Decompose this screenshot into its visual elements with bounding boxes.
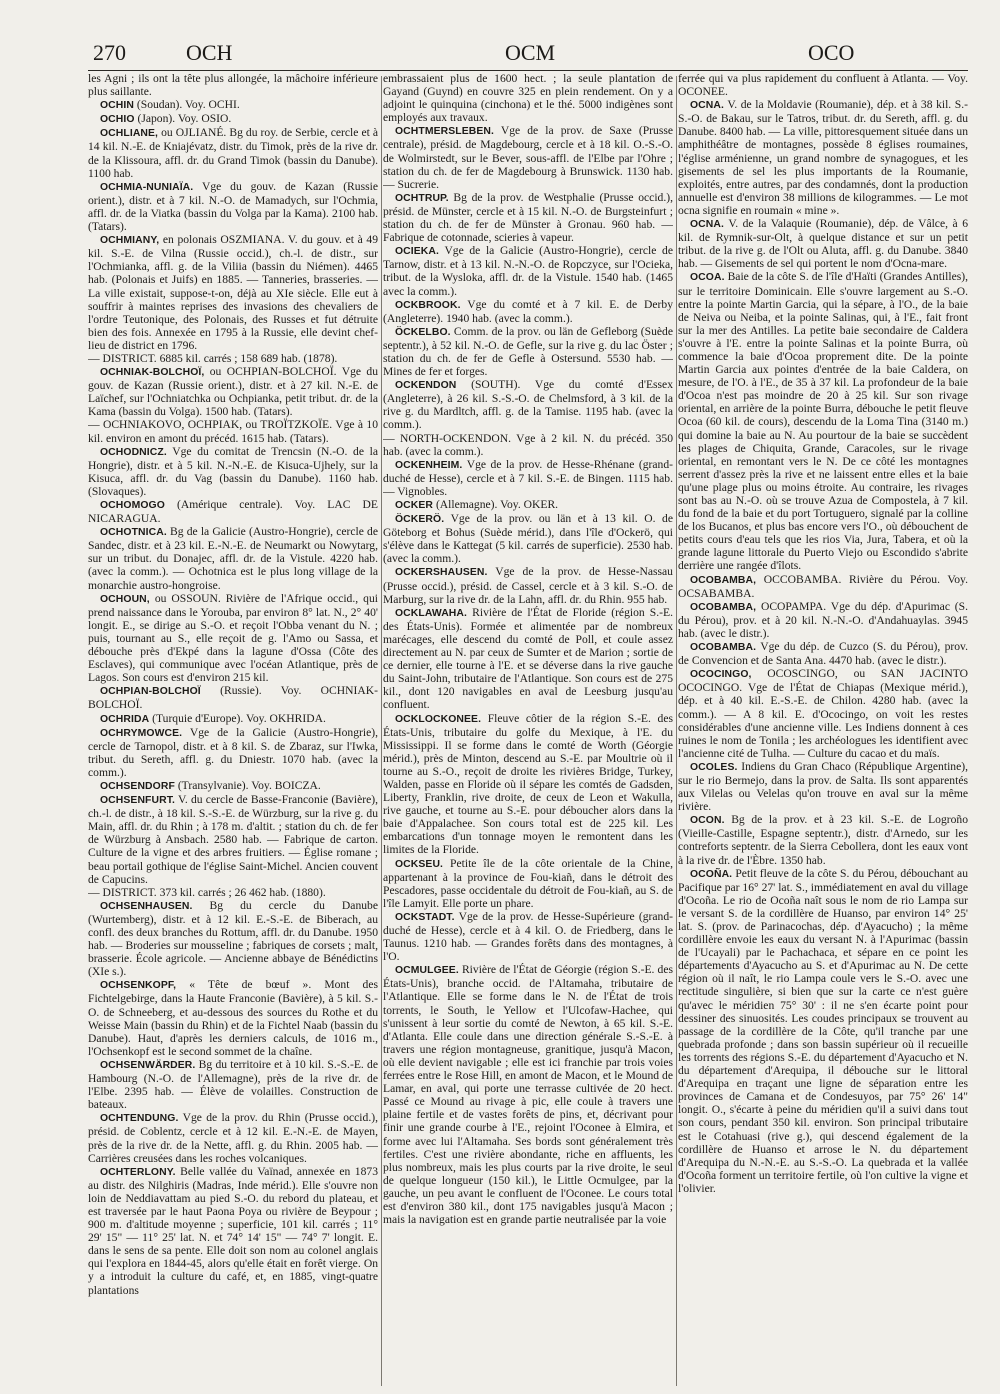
running-head-right: OCO (808, 40, 855, 65)
entry-text: (Turquie d'Europe). Voy. OKHRIDA. (152, 711, 326, 725)
entry-text: ou OSSOUN. Rivière de l'Afrique occid., qui prend naissance dans le Yorouba, par environ 8° lat. N., 2° 40' longit. E., se dirige au S.-O. et reçoit l'Obba venant du N. ; puis, tournant au S., elle reçoit de g. l'Amo ou Sassa, et débouche près d'Ekpé dans la lagune d'Ossa (Côte des Esclaves), qui communique avec l'océan Atlantique, près de Lagos. Son cours est d'environ 215 kil. (88, 591, 378, 685)
dictionary-entry (383, 298, 673, 325)
entry-text: Vge du comitat de Trencsin (N.-O. de la Hongrie), distr. et à 5 kil. N.-N.-E. de Kisuca-Ujhely, sur la Kisuca, affl. dr. du Vag (bassin du Danube). 1160 hab. (Slovaques). (88, 444, 378, 498)
dictionary-entry (383, 963, 673, 1226)
entry-text: — OCHNIAKOVO, OCHPIAK, ou TROÏTZKOÏE. Vge à 10 kil. environ en amont du précéd. 1615 hab. (Tatars). (88, 418, 378, 445)
entry-headword: OCKSEU. (395, 858, 444, 870)
dictionary-entry (678, 667, 968, 760)
entry-text: Baie de la côte S. de l'île d'Haïti (Grandes Antilles), sur le territoire Dominicain. Elle s'ouvre largement au S.-O. entre la pointe Martin Garcia, qui la sépare, à l'O., de la baie de Neiva ou Neiba, et la pointe Salinas, qui, à l'E., fait front sur la mer des Antilles. La petite baie secondaire de Caldera s'ouvre à l'E. entre la pointe Salinas et la pointe Burra, où commence la baie d'Ocoa proprement dite. De la pointe Martin Garcia aux pointes d'entrée de la baie Caldera, on mesure, de l'O. à l'E., de 35 à 37 kil. La profondeur de la baie d'Ocoa n'est pas moindre de 20 à 25 kil. Sur son rivage oriental, en arrière de la pointe Burra, débouche le petit fleuve Ocoa (60 kil. de cours), descendu de la Loma Tina (3140 m.) qui domine la baie au N. Au pourtour de la baie se succèdent les plages de Chiquita, Grande, Caracoles, sur le rivage oriental, en remontant vers le N. De ce côté les montagnes serrent d'assez près la rive et ne laissent entre elles et la baie qu'une plage plus ou moins étroite. Au contraire, les rivages sont bas au N.-O. où se trouve Azua de Compostela, à 7 kil. du fond de la baie et du port Tortuguero, signalé par la colline de los Bucanos, et plus bas encore vers l'O., où débouchent de petits cours d'eau tels que les rios Via, Jura, Tabera, et où la grande lagune littorale du Puerto Viejo ou Escondido s'abrite derrière une rangée d'îlots. (678, 270, 968, 573)
entry-headword: OCHSENKOPF, (100, 980, 177, 992)
dictionary-entry (88, 1111, 378, 1164)
entry-headword: OCHIN (100, 100, 134, 112)
entry-headword: OCHTMERSLEBEN. (395, 126, 494, 138)
entry-text: OCOSCINGO, ou SAN JACINTO OCOCINGO. Vge de l'État de Chiapas (Mexique mérid.), dép. et à 40 kil. E.-S.-E. de Chilon. 4280 hab. (avec la comm.). — A 8 kil. E. d'Ococingo, on voit les restes considérables d'une ancienne ville. Les Indiens donnent à ces ruines le nom de Tonila ; les archéologues les identifient avec l'ancienne cité de Tulha. — Culture du cacao et du maïs. (678, 667, 968, 760)
entry-text: OCCOBAMBA. Rivière du Pérou. Voy. OCSABAMBA. (678, 572, 968, 600)
dictionary-entry (383, 325, 673, 378)
dictionary-entry (678, 98, 968, 217)
dictionary-entry (678, 640, 968, 667)
entry-text: Belle vallée du Vaïnad, annexée en 1873 au distr. des Nilghiris (Madras, Inde mérid.). Elle s'ouvre non loin de Neddiavattam au pied S.-O. du rebord du plateau, et est traversée par le haut Paona Poya ou rivière de Beypour ; 900 m. d'altitude moyenne ; superficie, 101 kil. carrés ; 11° 29' 15" — 11° 25' lat. N. et 74° 14' 15" — 74° 7' longit. E. dans le sens de sa pente. Elle doit son nom au colonel anglais qui l'explora en 1844-45, alors qu'elle était en forêt vierge. On y a introduit la culture du café, et, en 1885, vingt-quatre plantations (88, 1164, 378, 1297)
dictionary-entry (678, 270, 968, 572)
entry-text: Bg de la Galicie (Austro-Hongrie), cercle de Sandec, distr. et à 23 kil. E.-N.-E. de Neumarkt ou Nowytarg, sur un tribut. du Donajec, affl. dr. de la Vistule. 4220 hab. (avec la comm.). — Ochotnica est le plus long village de la monarchie austro-hongroise. (88, 525, 378, 592)
entry-headword: OCHPIAN-BOLCHOÏ (100, 686, 201, 698)
dictionary-entry (383, 606, 673, 712)
dictionary-entry (88, 779, 378, 793)
dictionary-entry (88, 365, 378, 418)
entry-headword: OCMULGEE. (395, 965, 459, 977)
dictionary-entry (383, 378, 673, 431)
entry-headword: OCKBROOK. (395, 299, 461, 311)
entry-headword: OCHLIANE, (100, 128, 159, 140)
entry-text: Fleuve côtier de la région S.-E. des États-Unis, tributaire du golfe du Mexique, à l'E. du Mississippi. Il se forme dans le comté de Worth (Géorgie mérid.), près de Minton, descend au S.-E. par Moultrie où il tourne au S.-O., reçoit de droite les rivières Bridge, Turkey, Walden, passe en Floride où il sépare les comtés de Gadsden, Liberty, Franklin, rive droite, de ceux de Leon et Wakulla, rive gauche, et tourne au S.-E. pour déboucher alors dans la baie d'Appalachee. Son cours total est de 225 kil. Les embarcations d'un tonnage moyen le remontent dans les limites de la Floride. (383, 711, 673, 857)
entry-text: Comm. de la prov. ou län de Gefleborg (Suède septentr.), à 52 kil. N.-O. de Gefle, sur la rive g. du lac Öster ; station du ch. de fer de Gefle à Ostersund. 5530 hab. — Mines de fer et forges. (383, 324, 673, 379)
entry-headword: OCOA. (690, 272, 725, 284)
entry-headword: OCKLAWAHA. (395, 607, 467, 619)
entry-text: Vge de la Galicie (Austro-Hongrie), cercle de Tarnopol, distr. et à 8 kil. S. de Zbaraz, sur l'Iwka, tribut. du Sereth, affl. g. du Dniestr. 1070 hab. (avec la comm.). (88, 725, 378, 779)
dictionary-entry (678, 867, 968, 1195)
entry-headword: OCOBAMBA, (690, 574, 757, 586)
entry-text: V. du cercle de Basse-Franconie (Bavière), ch.-l. de distr., à 18 kil. S.-S.-E. de Würzburg, sur la rive g. du Main, affl. dr. du Rhin ; à 178 m. d'altit. ; station du ch. de fer de Würzburg à Ansbach. 2580 hab. — Fabrique de carton. Culture de la vigne et des arbres fruitiers. — Église romane ; beau portail gothique de l'église Saint-Michel. Ancien couvent de Capucins. (88, 793, 378, 886)
dictionary-entry (678, 573, 968, 600)
column-divider (676, 76, 677, 1386)
entry-headword: OCHSENDORF (100, 780, 175, 792)
entry-headword: OCHSENHAUSEN. (100, 900, 193, 912)
entry-text: (Japon). Voy. OSIO. (137, 112, 232, 126)
running-head-center: OCM (505, 40, 556, 65)
dictionary-entry (678, 600, 968, 640)
entry-headword: OCON. (690, 815, 725, 827)
entry-text: (Allemagne). Voy. OKER. (435, 498, 559, 511)
running-head-left: OCH (186, 40, 233, 65)
entry-text: Bg du cercle du Danube (Wurtemberg), distr. et à 12 kil. E.-S.-E. de Biberach, au confl. des deux branches du Rottum, affl. dr. du Danube. 1950 hab. — Broderies sur mousseline ; fabriques de corsets ; malt, brasserie. École agricole. — Ancienne abbaye de Bénédictins (XIe s.). (88, 898, 378, 979)
entry-text: Indiens du Gran Chaco (République Argentine), sur le rio Bermejo, dans la prov. de Salta. Ils sont apparentés aux Vilelas ou Velelas qu'on trouve en aval sur la même rivière. (678, 759, 968, 814)
entry-headword: OCHRIDA (100, 713, 150, 725)
entry-headword: OCHMIA-NUNIAÏA. (100, 181, 194, 193)
dictionary-entry (383, 72, 673, 124)
dictionary-entry (88, 180, 378, 233)
entry-headword: OCKENHEIM. (395, 459, 463, 471)
entry-text: V. de la Moldavie (Roumanie), dép. et à 38 kil. S.-S.-O. de Bakau, sur le Tatros, tribut. dr. du Sereth, affl. g. du Danube. 8400 hab. — La ville, pittoresquement située dans un amphithéâtre de montagnes, possède 8 églises roumaines, l'église arménienne, un grand nombre de synagogues, et les gisements de sel les plus importants de la Roumanie, exploités, entre autres, par des condamnés, dont la production annuelle est d'environ 38 millions de kilogrammes. — Le mot ocna signifie en roumain « mine ». (678, 98, 968, 217)
dictionary-entry (88, 726, 378, 779)
dictionary-entry (383, 244, 673, 297)
dictionary-entry (383, 458, 673, 498)
entry-headword: OCHSENWÄRDER. (100, 1059, 196, 1071)
entry-text: Vge de la prov. ou län et à 13 kil. O. de Göteborg et Bohus (Suède mérid.), dans l'île d'Ockerö, qui s'élève dans le Kattegat (5 kil. carrés de superficie). 2530 hab. (avec la comm.). (383, 512, 673, 566)
dictionary-entry (383, 498, 673, 512)
entry-headword: OCKLOCKONEE. (395, 713, 482, 725)
dictionary-entry (88, 886, 378, 899)
entry-text: (Transylvanie). Voy. BOICZA. (177, 778, 321, 792)
dictionary-entry (88, 72, 378, 98)
entry-text: ou OJLIANÉ. Bg du roy. de Serbie, cercle et à 14 kil. N.-E. de Kniajévatz, distr. du Timok, près de la rive dr. de la Klissoura, affl. dr. du Grand Timok (bassin du Danube). 1100 hab. (88, 126, 378, 180)
entry-text: (Russie). Voy. OCHNIAK-BOLCHOÏ. (88, 684, 378, 712)
dictionary-entry (88, 899, 378, 979)
dictionary-entry (678, 813, 968, 866)
entry-text: — NORTH-OCKENDON. Vge à 2 kil. N. du précéd. 350 hab. (avec la comm.). (383, 431, 673, 458)
entry-text: Petit fleuve de la côte S. du Pérou, débouchant au Pacifique par 16° 27' lat. S., immédiatement en aval du village d'Ocoña. Le rio de Ocoña naît sous le nom de rio Lampa sur le versant S. de la cordillère de Huanso, par environ 14° 25' lat. S. (prov. de Parinacochas, dép. d'Ayacucho) ; la même cordillère envoie les eaux du versant N. à l'Apurimac (bassin de l'Ucayali) par le Pachachaca, et sépare en ce point les départements d'Ayacucho au S. et d'Apurimac au N. De cette région où il naît, le rio Lampa coule vers le S.-O. avec une rectitude singulière, si bien que sur la carte ce n'est guère qu'avec le méridien 75° 30' : il ne s'en écarte point pour dessiner des sinuosités. Les coudes principaux se trouvent au passage de la cordillère de la Côte, qu'il tranche par une quebrada profonde ; dans son bassin supérieur où il recueille les torrents des régions S.-E. du département d'Ayacucho et N. du département d'Arequipa, il débouche sur le littoral d'Arequipa en traçant une ligne de séparation entre les provinces de Camana et de Condesuyos, par 75° 26' 14" longit. O., s'écarte à peine du méridien qu'il a suivi dans tout son cours, pendant 350 kil. environ. Son principal tributaire est le Cotahuasi (rive g.), qui descend également de la cordillère de Huanso et arrose le N. du département d'Arequipa du N.-N.-E. au S.-S.-O. La quebrada et la vallée d'Ocoña forment un territoire fertile, où l'on cultive la vigne et l'olivier. (678, 866, 968, 1195)
entry-text: ferrée qui va plus rapidement du confluent à Atlanta. — Voy. OCONEE. (678, 72, 968, 99)
entry-text: OCOPAMPA. Vge du dép. d'Apurimac (S. du Pérou), prov. et à 20 kil. N.-N.-O. d'Andahuaylas. 3945 hab. (avec le distr.). (678, 599, 968, 640)
entry-headword: OCKSTADT. (395, 911, 455, 923)
entry-text: Vge de la prov. de Saxe (Prusse centrale), présid. de Magdebourg, cercle et à 18 kil. O.-S.-O. de Wolmirstedt, sur le Bever, sous-affl. de l'Elbe par l'Ohre ; station du ch. de fer de Magdebourg à Brunswick. 1130 hab. — Sucrerie. (383, 124, 673, 191)
column-divider (381, 76, 382, 1386)
dictionary-entry (383, 432, 673, 458)
text-column-3 (678, 72, 968, 1388)
entry-text: Vge du dép. de Cuzco (S. du Pérou), prov. de Convencion et de Santa Ana. 4470 hab. (avec le distr.). (678, 640, 968, 668)
entry-text: (SOUTH). Vge du comté d'Essex (Angleterre), à 26 kil. S.-S.-O. de Chelmsford, à 3 kil. de la rive g. du Mardltch, affl. g. de la Tamise. 1195 hab. (avec la comm.). (383, 378, 673, 432)
entry-headword: OCHOUN, (100, 593, 150, 605)
entry-text: en polonais OSZMIANA. V. du gouv. et à 49 kil. S.-E. de Vilna (Russie occid.), ch.-l. de distr., sur l'Ochmianka, affl. g. de la Viliia (bassin du Niémen). 4465 hab. (Polonais et Juifs) en 1885. — Tanneries, brasseries. — La ville existait, suppose-t-on, déjà au XIe siècle. Elle eut à souffrir à maintes reprises des invasions des chevaliers de l'ordre Teutonique, des Polonais, des Russes et fut détruite bien des fois. Annexée en 1795 à la Russie, elle devint chef-lieu de district en 1796. (88, 233, 378, 352)
entry-text: Vge de la Galicie (Austro-Hongrie), cercle de Tarnow, distr. et à 13 kil. N.-N.-O. de Ropczyce, sur l'Ocieka, tribut. de la Wysloka, affl. dr. de la Vistule. 1540 hab. (1465 avec la comm.). (383, 244, 673, 298)
dictionary-entry (88, 684, 378, 711)
dictionary-entry (678, 760, 968, 813)
dictionary-entry (88, 126, 378, 179)
entry-text: Rivière de l'État de Géorgie (région S.-E. des États-Unis), branche occid. de l'Altamaha, tributaire de l'Atlantique. Elle se forme dans le N. de l'État de trois torrents, le South, le Yellow et l'Ulcofaw-Hachee, qui s'unissent à leur sortie du comté de Newton, à 65 kil. S.-E. d'Atlanta. Elle coule dans une direction générale S.-S.-E. à travers une région montagneuse, granitique, jusqu'à Macon, où elle devient navigable ; elle est ici franchie par trois voies ferrées entre le Rose Hill, en amont de Macon, et le Mound de Lamar, en aval, qui porte une terrasse cultivée de 20 hect. Passé ce Mound au rivage à pic, elle coule à travers une plaine fertile et de vastes forêts de pins, et, décrivant pour finir une grande courbe à l'E., rejoint l'Oconee à Elmira, et forme avec lui l'Altamaha. Ses bords sont généralement très fertiles. C'est une rivière abondante, riche en affluents, les plus nombreux, mais les plus courts par la rive droite, le seul de quelque longueur (150 kil.), le Little Ocmulgee, par la gauche, un peu avant le confluent de l'Oconee. Le cours total est d'environ 380 kil., dont 175 navigables jusqu'à Macon ; mais la navigation est en grande partie neutralisée par la voie (383, 963, 673, 1227)
entry-headword: OCNA. (690, 219, 724, 231)
entry-text: Vge du comté et à 7 kil. E. de Derby (Angleterre). 1940 hab. (avec la comm.). (383, 297, 673, 325)
entry-headword: OCKENDON (395, 380, 457, 392)
dictionary-entry (88, 1165, 378, 1297)
dictionary-entry (88, 978, 378, 1058)
dictionary-entry (88, 112, 378, 126)
entry-headword: OCHOMOGO (100, 500, 165, 511)
entry-headword: OCHIO (100, 114, 135, 126)
entry-text: les Agni ; ils ont la tête plus allongée, la mâchoire inférieure plus saillante. (88, 72, 378, 99)
dictionary-entry (88, 498, 378, 525)
entry-headword: OCKER (395, 500, 434, 511)
entry-text: Bg de la prov. et à 23 kil. S.-E. de Logroño (Vieille-Castille, Espagne septentr.), distr. d'Arnedo, sur les contreforts septentr. de la Sierra Cebollera, dont les eaux vont à la rive dr. de l'Èbre. 1350 hab. (678, 813, 968, 867)
dictionary-entry (383, 565, 673, 605)
entry-headword: OCNA. (690, 100, 724, 112)
page-number: 270 (93, 40, 126, 65)
dictionary-entry (383, 124, 673, 190)
entry-text: ou OCHPIAN-BOLCHOÏ. Vge du gouv. de Kazan (Russie orient.), distr. et à 27 kil. N.-E. de Laïchef, sur l'Ochniatchka ou Ochpianka, petit tribut. dr. de la Kama (bassin du Volga). 1500 hab. (Tatars). (88, 365, 378, 419)
entry-text: Vge de la prov. de Hesse-Rhénane (grand-duché de Hesse), cercle et à 7 kil. S.-E. de Bingen. 1115 hab. — Vignobles. (383, 457, 673, 498)
entry-text: Bg de la prov. de Westphalie (Prusse occid.), présid. de Münster, cercle et à 15 kil. N.-O. de Burgsteinfurt ; station du ch. de fer de Münster à Gronau. 960 hab. — Fabrique de cotonnade, scieries à vapeur. (383, 190, 673, 245)
entry-text: — DISTRICT. 373 kil. carrés ; 26 462 hab. (1880). (88, 885, 326, 899)
dictionary-entry (383, 191, 673, 244)
entry-headword: OCOLES. (690, 761, 738, 773)
entry-headword: OCHTENDUNG. (100, 1113, 179, 1125)
entry-text: Vge du gouv. de Kazan (Russie orient.), distr. et à 7 kil. N.-O. de Mamadych, sur l'Ochmia, affl. dr. de la Viatka (bassin du Volga par la Kama). 2100 hab. (Tatars). (88, 179, 378, 234)
entry-text: « Tête de bœuf ». Mont des Fichtelgebirge, dans la Haute Franconie (Bavière), à 5 kil. S.-O. de Schneeberg, et au-dessous des sources du Rothe et du Weisse Main (bassin du Rhin) et de la Fichtel Naab (bassin du Danube). Haut, d'après les derniers calculs, de 1016 m., l'Ochsenkopf est le second sommet de la chaîne. (88, 978, 378, 1058)
entry-headword: OCHRYMOWCE. (100, 727, 183, 739)
text-column-1 (88, 72, 378, 1388)
entry-text: V. de la Valaquie (Roumanie), dép. de Vâlce, à 6 kil. de Rymnik-sur-Olt, à quelque distance et sur un petit tribut. de la rive g. de l'Olt ou Aluta, affl. g. du Danube. 3840 hab. — Gisements de sel qui portent le nom d'Ocna-mare. (678, 217, 968, 271)
entry-text: — DISTRICT. 6885 kil. carrés ; 158 689 hab. (1878). (88, 351, 338, 365)
dictionary-entry (88, 525, 378, 591)
entry-text: (Amérique centrale). Voy. LAC DE NICARAGUA. (88, 498, 378, 526)
entry-headword: OCHSENFURT. (100, 795, 175, 807)
entry-text: Rivière de l'État de Floride (région S.-E. des États-Unis). Formée et alimentée par de nombreux marécages, elle descend du comté de Poll, et coule assez directement au N. par ceux de Sumter et de Marion ; sortie de ce dernier, elle tourne à l'E. et se déverse dans la rive gauche du Saint-John, tributaire de l'Atlantique. Son cours est de 275 kil., dont 120 navigables en aval de Leesburg jusqu'au confluent. (383, 605, 673, 712)
dictionary-entry (678, 217, 968, 270)
entry-text: Vge de la prov. de Hesse-Supérieure (grand-duché de Hesse), cercle et à 4 kil. O. de Friedberg, dans le Taunus. 1210 hab. — Grandes forêts dans des montagnes, à l'O. (383, 909, 673, 964)
entry-text: Bg du territoire et à 10 kil. S.-S.-E. de Hambourg (N.-O. de l'Allemagne), près de la rive dr. de l'Elbe. 2395 hab. — Élève de volailles. Construction de bateaux. (88, 1057, 378, 1112)
dictionary-entry (88, 592, 378, 685)
running-head (0, 40, 1000, 70)
entry-headword: OCOBAMBA. (690, 642, 757, 654)
dictionary-entry (88, 98, 378, 112)
dictionary-entry (88, 445, 378, 498)
text-column-2 (383, 72, 673, 1388)
entry-headword: OCOBAMBA, (690, 601, 757, 613)
dictionary-entry (678, 72, 968, 98)
entry-text: (Soudan). Voy. OCHI. (136, 98, 240, 112)
entry-headword: OCHNIAK-BOLCHOÏ, (100, 367, 205, 379)
dictionary-entry (88, 793, 378, 886)
header-rule (88, 70, 968, 71)
entry-text: Vge de la prov. de Hesse-Nassau (Prusse occid.), présid. de Cassel, cercle et à 3 kil. S.-O. de Marburg, sur la rive dr. de la Lahn, affl. dr. du Rhin. 955 hab. (383, 565, 673, 606)
entry-headword: OCOÑA. (690, 868, 733, 880)
entry-headword: OCHTRUP. (395, 192, 449, 204)
entry-headword: OCIEKA. (395, 246, 439, 258)
entry-headword: OCHODNICZ. (100, 446, 167, 458)
dictionary-entry (88, 352, 378, 365)
entry-headword: OCHMIANY, (100, 235, 160, 247)
entry-headword: OCKERSHAUSEN. (395, 567, 488, 579)
entry-text: embrassaient plus de 1600 hect. ; la seule plantation de Gayand (Guynd) en couvre 325 en plein rendement. On y a adjoint le quinquina (cinchona) et le thé. 5000 indigènes sont employés aux travaux. (383, 72, 673, 125)
dictionary-entry (88, 418, 378, 444)
dictionary-entry (88, 1058, 378, 1111)
entry-headword: ÖCKELBO. (395, 326, 451, 338)
entry-text: Vge de la prov. du Rhin (Prusse occid.), présid. de Coblentz, cercle et à 12 kil. E.-N.-E. de Mayen, près de la rive dr. de la Nette, affl. g. du Rhin. 2005 hab. — Carrières creusées dans les roches volcaniques. (88, 1111, 378, 1165)
dictionary-entry (383, 910, 673, 963)
dictionary-entry (88, 712, 378, 726)
dictionary-entry (88, 233, 378, 352)
entry-text: Petite île de la côte orientale de la Chine, appartenant à la province de Fou-kiañ, dans le détroit des Pescadores, passe occidentale du détroit de Fou-kiañ, au S. de l'île Lamyit. Elle porte un phare. (383, 856, 673, 910)
entry-headword: OCHTERLONY. (100, 1166, 176, 1178)
entry-headword: ÖCKERÖ. (395, 514, 445, 526)
entry-headword: OCHOTNICA. (100, 527, 167, 539)
dictionary-entry (383, 857, 673, 910)
entry-headword: OCOCINGO, (690, 669, 752, 681)
dictionary-entry (383, 512, 673, 565)
dictionary-entry (383, 712, 673, 857)
